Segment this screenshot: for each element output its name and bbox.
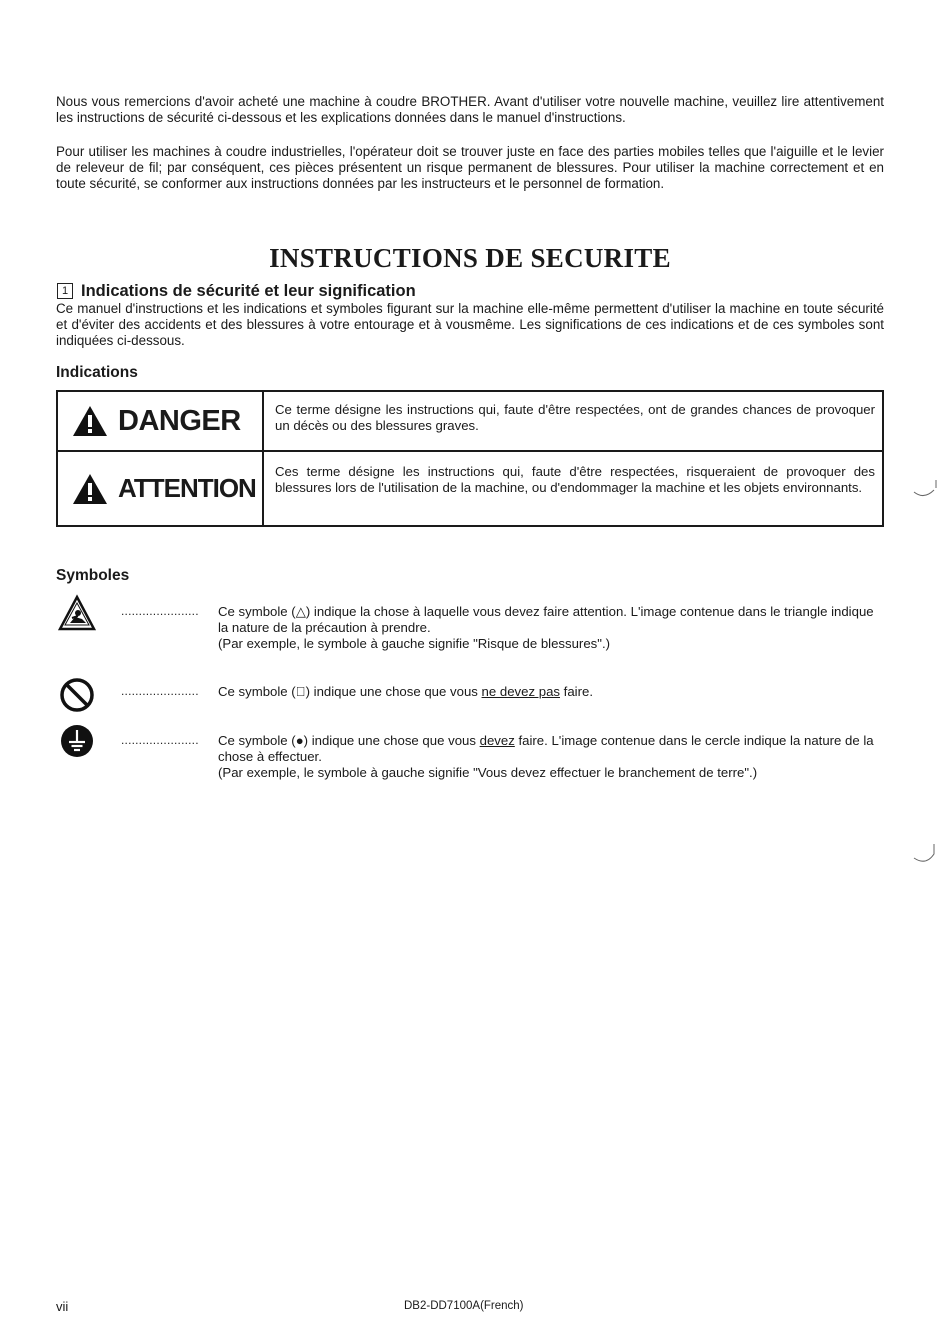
indications-table — [56, 390, 884, 527]
section-heading — [56, 281, 416, 301]
margin-mark — [912, 478, 938, 500]
symbol-1-example: (Par exemple, le symbole à gauche signifie "Risque de blessures".) — [218, 636, 610, 651]
symbol-2-description — [218, 684, 884, 700]
symbol-2-text-end: faire. — [560, 684, 593, 699]
symbol-3-description — [218, 733, 884, 781]
indications-heading: Indications — [56, 364, 138, 381]
danger-description: Ce terme désigne les instructions qui, faute d'être respectées, ont de grandes chances de provoquer un décès ou des blessures graves. — [275, 402, 875, 433]
symbol-3-text-end: faire. L'image contenue dans le cercle indique la nature de la chose à effectuer. — [218, 733, 874, 764]
section-number-box: 1 — [57, 283, 73, 299]
symbol-1-text-start: Ce symbole ( — [218, 604, 296, 619]
symbol-3-text-mid: ) indique une chose que vous — [303, 733, 480, 748]
warning-triangle-icon — [72, 473, 108, 505]
symbol-2-underlined: ne devez pas — [481, 684, 560, 699]
symbol-2-text-mid: ) indique une chose que vous — [305, 684, 482, 699]
ground-connection-icon — [58, 722, 98, 762]
section-heading-text: Indications de sécurité et leur signification — [81, 282, 416, 300]
symboles-heading: Symboles — [56, 567, 130, 584]
page-title: INSTRUCTIONS DE SECURITE — [269, 243, 671, 273]
page-number: vii — [56, 1299, 69, 1314]
symbol-3-glyph: ● — [295, 733, 304, 748]
symbol-leader-dots: ...................... — [121, 733, 199, 747]
danger-label: DANGER — [118, 404, 241, 437]
symbol-1-text-end: ) indique la chose à laquelle vous devez faire attention. L'image contenue dans le triangle indique la nature de la précaution à prendre. — [218, 604, 874, 635]
indication-label-cell — [58, 452, 264, 525]
warning-triangle-icon — [72, 405, 108, 437]
document-code: DB2-DD7100A(French) — [404, 1300, 524, 1312]
symbol-3-underlined: devez — [479, 733, 515, 748]
indication-label-cell — [58, 392, 264, 450]
injury-risk-triangle-icon — [58, 594, 98, 634]
symbol-3-text-start: Ce symbole ( — [218, 733, 296, 748]
symbol-leader-dots: ...................... — [121, 604, 199, 618]
symbol-leader-dots: ...................... — [121, 684, 199, 698]
indication-row-danger — [58, 392, 882, 452]
prohibition-icon — [58, 676, 98, 716]
attention-description: Ces terme désigne les instructions qui, faute d'être respectées, risqueraient de provoquer des blessures lors de l'utilisation de la machine, ou d'endommager la machine et les objets environnants. — [275, 464, 875, 495]
attention-label: ATTENTION — [118, 473, 256, 503]
indication-row-attention — [58, 452, 882, 525]
section-paragraph: Ce manuel d'instructions et les indications et symboles figurant sur la machine elle-même permettent d'utiliser la machine en toute sécurité et d'éviter des accidents et des blessures à votre entourage et à vousmême. Les significations de ces indications et de ces symboles sont indiquées ci-dessous. — [56, 301, 884, 348]
symbol-1-glyph: △ — [295, 604, 306, 619]
margin-mark — [912, 842, 938, 868]
symbol-1-description — [218, 604, 884, 652]
symbol-2-text-start: Ce symbole ( — [218, 684, 306, 699]
intro-paragraph-2: Pour utiliser les machines à coudre industrielles, l'opérateur doit se trouver juste en face des parties mobiles telles que l'aiguille et le levier de releveur de fil; par conséquent, ces pièces présentent un risque permanent de blessures. Pour utiliser la machine correctement et en toute sécurité, se conformer aux instructions données par les instructeurs et le personnel de formation. — [56, 144, 884, 191]
symbol-3-example: (Par exemple, le symbole à gauche signifie "Vous devez effectuer le branchement de terre".) — [218, 765, 758, 780]
intro-paragraph-1: Nous vous remercions d'avoir acheté une machine à coudre BROTHER. Avant d'utiliser votre nouvelle machine, veuillez lire attentivement les instructions de sécurité ci-dessous et les explications données dans le manuel d'instructions. — [56, 94, 884, 125]
